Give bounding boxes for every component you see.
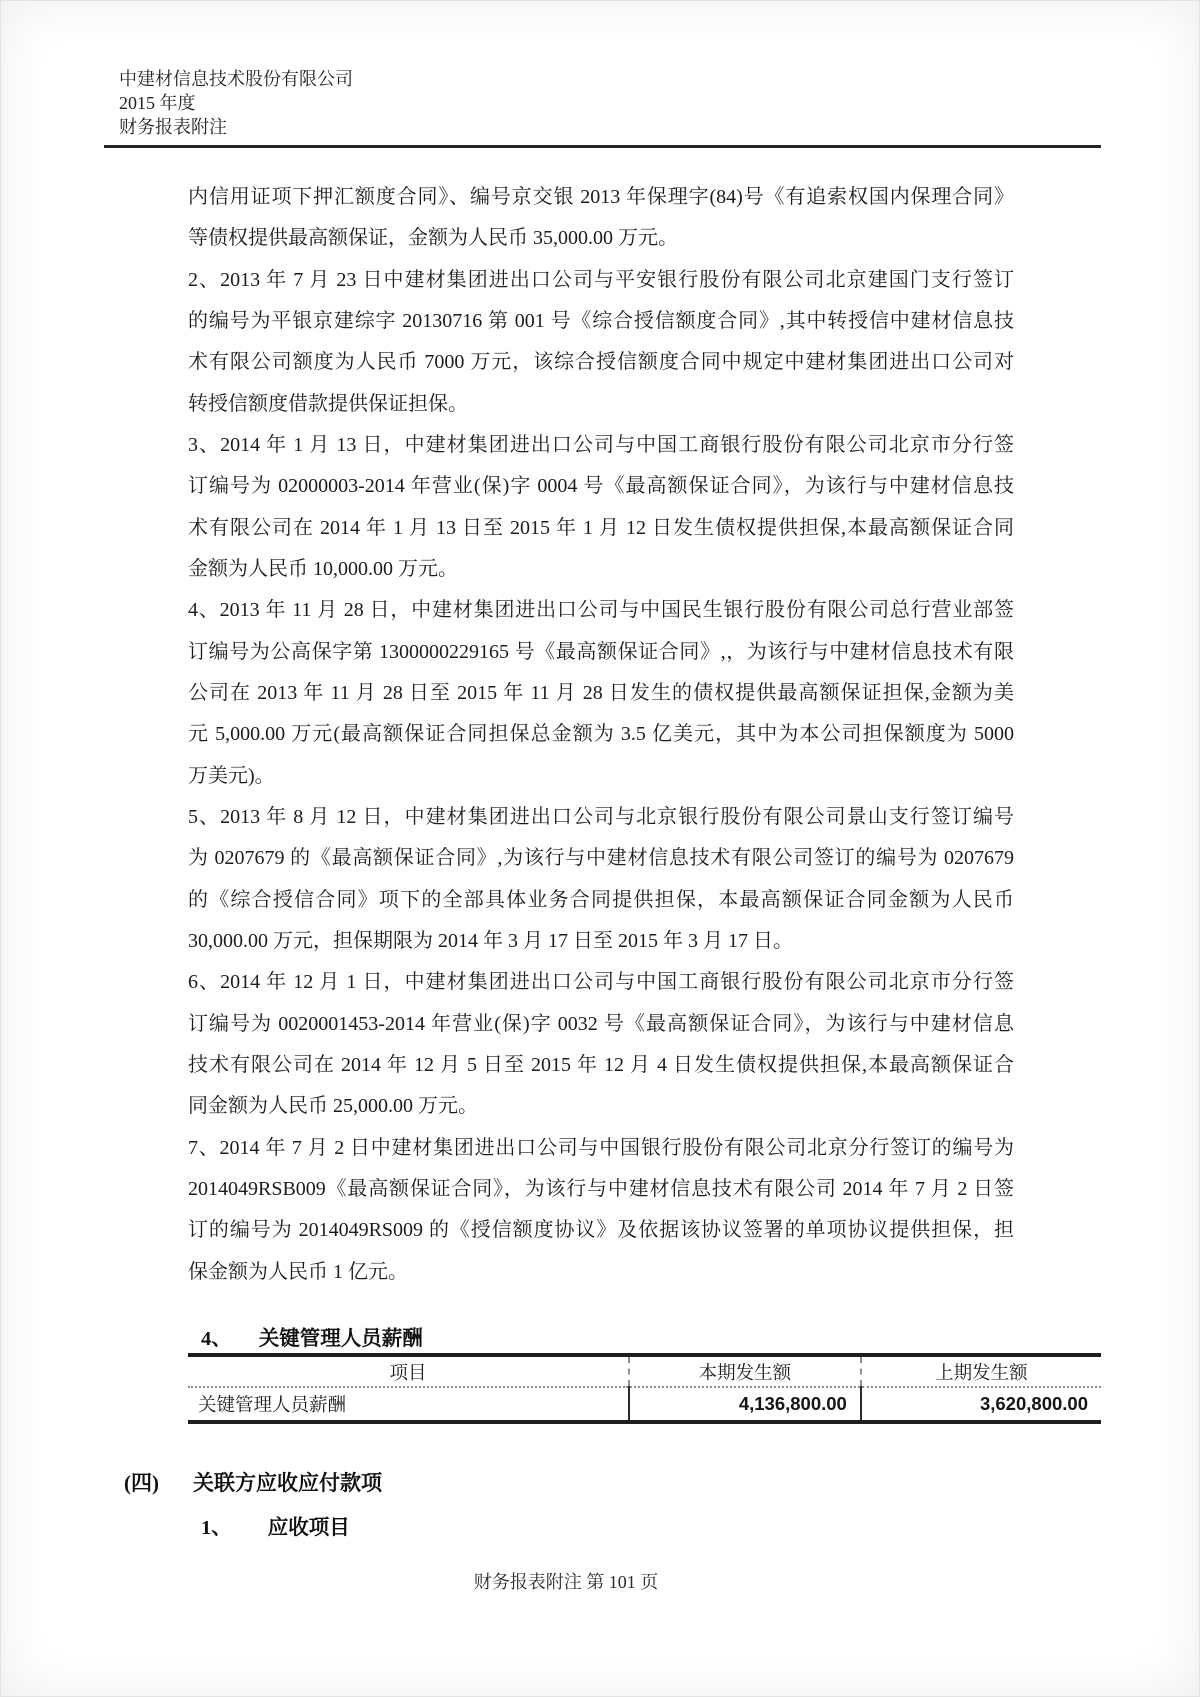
section-title: 关联方应收应付款项 bbox=[193, 1471, 382, 1495]
table-cell: 3,620,800.00 bbox=[861, 1387, 1101, 1422]
subsection-heading-receivables bbox=[201, 1510, 350, 1540]
section-number: (四) bbox=[124, 1471, 159, 1495]
body-line: 2014049RSB009《最高额保证合同》，为该行与中建材信息技术有限公司 2014 年 7 月 2 日签 bbox=[188, 1177, 1014, 1200]
table-cell: 关键管理人员薪酬 bbox=[198, 1396, 347, 1416]
body-line: 等债权提供最高额保证，金额为人民币 35,000.00 万元。 bbox=[188, 227, 678, 250]
section-title: 关键管理人员薪酬 bbox=[258, 1328, 423, 1350]
body-line: 金额为人民币 10,000.00 万元。 bbox=[188, 557, 458, 580]
salary-table-header-row bbox=[188, 1355, 1101, 1387]
body-line: 的《综合授信合同》项下的全部具体业务合同提供担保，本最高额保证合同金额为人民币 bbox=[188, 888, 1014, 911]
page-footer: 财务报表附注 第 101 页 bbox=[473, 1572, 659, 1592]
subsection-title: 应收项目 bbox=[267, 1517, 350, 1539]
table-cell: 4,136,800.00 bbox=[629, 1387, 861, 1422]
body-line: 万美元)。 bbox=[188, 764, 275, 787]
table-row bbox=[188, 1387, 1101, 1422]
body-text bbox=[188, 177, 1014, 1293]
section-number: 4、 bbox=[201, 1328, 232, 1350]
body-line: 订编号为 0020001453-2014 年营业(保)字 0032 号《最高额保证合同》，为该行与中建材信息 bbox=[188, 1012, 1014, 1035]
body-line: 技术有限公司在 2014 年 12 月 5 日至 2015 年 12 月 4 日发生债权提供担保,本最高额保证合 bbox=[188, 1053, 1014, 1076]
body-line: 内信用证项下押汇额度合同》、编号京交银 2013 年保理字(84)号《有追索权国内保理合同》 bbox=[188, 186, 1014, 208]
company-name: 中建材信息技术股份有限公司 bbox=[119, 69, 353, 89]
body-line: 7、2014 年 7 月 2 日中建材集团进出口公司与中国银行股份有限公司北京分行签订的编号为 bbox=[188, 1136, 1014, 1159]
body-line: 订编号为公高保字第 1300000229165 号《最高额保证合同》,，为该行与中建材信息技术有限 bbox=[188, 640, 1014, 663]
column-header: 项目 bbox=[188, 1355, 629, 1387]
body-line: 2、2013 年 7 月 23 日中建材集团进出口公司与平安银行股份有限公司北京建国门支行签订 bbox=[188, 268, 1014, 291]
compensation-table bbox=[188, 1353, 1101, 1424]
body-line: 转授信额度借款提供保证担保。 bbox=[188, 392, 468, 415]
body-line: 6、2014 年 12 月 1 日，中建材集团进出口公司与中国工商银行股份有限公司北京市分行签 bbox=[188, 971, 1014, 994]
body-line: 订的编号为 2014049RS009 的《授信额度协议》及依据该协议签署的单项协议提供担保，担 bbox=[188, 1219, 1014, 1242]
body-line: 为 0207679 的《最高额保证合同》,为该行与中建材信息技术有限公司签订的编号为 0207679 bbox=[188, 847, 1014, 870]
body-line: 的编号为平银京建综字 20130716 第 001 号《综合授信额度合同》,其中转授信中建材信息技 bbox=[188, 309, 1014, 332]
body-line: 元 5,000.00 万元(最高额保证合同担保总金额为 3.5 亿美元，其中为本公司担保额度为 5000 bbox=[188, 723, 1014, 746]
salary-table-body bbox=[188, 1387, 1101, 1422]
document-title: 财务报表附注 bbox=[119, 117, 227, 137]
body-line: 30,000.00 万元，担保期限为 2014 年 3 月 17 日至 2015 年 3 月 17 日。 bbox=[188, 929, 793, 952]
subsection-number: 1、 bbox=[201, 1517, 232, 1539]
section-heading-compensation bbox=[201, 1321, 423, 1351]
body-line: 公司在 2013 年 11 月 28 日至 2015 年 11 月 28 日发生的债权提供最高额保证担保,金额为美 bbox=[188, 681, 1014, 704]
body-line: 术有限公司额度为人民币 7000 万元，该综合授信额度合同中规定中建材集团进出口公司对 bbox=[188, 351, 1014, 374]
body-line: 5、2013 年 8 月 12 日，中建材集团进出口公司与北京银行股份有限公司景山支行签订编号 bbox=[188, 805, 1014, 828]
document-header bbox=[119, 67, 353, 139]
body-line: 3、2014 年 1 月 13 日，中建材集团进出口公司与中国工商银行股份有限公司北京市分行签 bbox=[188, 433, 1014, 456]
section-heading-related-party bbox=[124, 1467, 382, 1497]
column-header: 上期发生额 bbox=[861, 1355, 1101, 1387]
fiscal-year: 2015 年度 bbox=[119, 93, 196, 113]
column-header: 本期发生额 bbox=[629, 1355, 861, 1387]
body-line: 订编号为 02000003-2014 年营业(保)字 0004 号《最高额保证合同》，为该行与中建材信息技 bbox=[188, 475, 1014, 498]
body-line: 同金额为人民币 25,000.00 万元。 bbox=[188, 1095, 478, 1118]
body-line: 术有限公司在 2014 年 1 月 13 日至 2015 年 1 月 12 日发生债权提供担保,本最高额保证合同 bbox=[188, 516, 1014, 539]
body-line: 保金额为人民币 1 亿元。 bbox=[188, 1260, 408, 1283]
header-divider bbox=[104, 145, 1101, 148]
body-line: 4、2013 年 11 月 28 日，中建材集团进出口公司与中国民生银行股份有限公司总行营业部签 bbox=[188, 599, 1014, 622]
